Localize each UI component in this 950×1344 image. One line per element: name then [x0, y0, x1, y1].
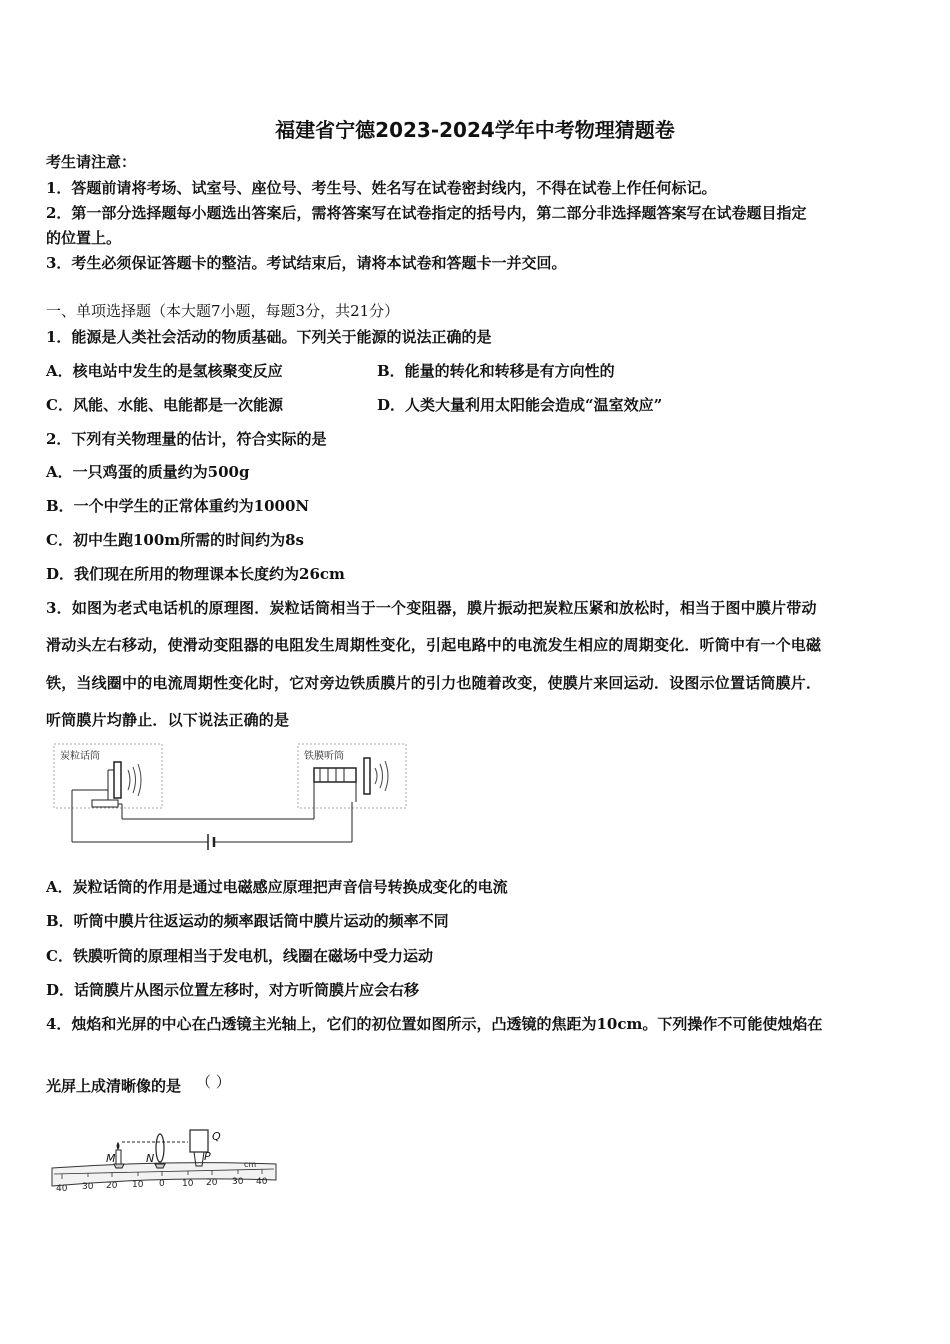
question-3-line: 3．如图为老式电话机的原理图．炭粒话筒相当于一个变阻器，膜片振动把炭粒压紧和放松时，相当于图中膜片带动 — [46, 599, 817, 617]
ruler-tick: 40 — [256, 1177, 268, 1187]
label-q: Q — [212, 1130, 221, 1143]
q2-option-d: D．我们现在所用的物理课本长度约为26cm — [46, 565, 345, 583]
question-4-line: 4．烛焰和光屏的中心在凸透镜主光轴上，它们的初位置如图所示，凸透镜的焦距为10cm。下列操作不可能使烛焰在 — [46, 1015, 823, 1033]
optical-bench-diagram — [48, 1122, 280, 1200]
page-title: 福建省宁德2023-2024学年中考物理猜题卷 — [275, 118, 675, 142]
ruler-tick: 20 — [206, 1178, 218, 1188]
q3-option-c: C．铁膜听筒的原理相当于发电机，线圈在磁场中受力运动 — [46, 947, 433, 965]
screen-icon — [190, 1130, 208, 1152]
label-n: N — [146, 1152, 155, 1165]
notice-item: 的位置上。 — [46, 229, 122, 247]
section-heading: 一、单项选择题（本大题7小题，每题3分，共21分） — [46, 302, 400, 320]
q1-option-d: D．人类大量利用太阳能会造成“温室效应” — [377, 396, 663, 414]
label-p: P — [204, 1150, 211, 1163]
sound-waves-icon — [375, 761, 388, 791]
rheostat — [92, 800, 118, 807]
label-m: M — [106, 1152, 116, 1165]
q1-option-b: B．能量的转化和转移是有方向性的 — [377, 362, 615, 380]
ruler-tick: 40 — [56, 1184, 68, 1194]
q3-option-b: B．听筒中膜片往返运动的频率跟话筒中膜片运动的频率不同 — [46, 912, 449, 930]
ruler-tick: 0 — [159, 1179, 165, 1189]
receiver-label: 铁膜听筒 — [304, 751, 344, 762]
question-4-line: 光屏上成清晰像的是 — [46, 1077, 182, 1095]
notice-item: 2．第一部分选择题每小题选出答案后，需将答案写在试卷指定的括号内，第二部分非选择题答案写在试卷题目指定 — [46, 204, 807, 222]
mic-label: 炭粒话筒 — [60, 751, 100, 762]
ruler-tick: 30 — [82, 1182, 94, 1192]
notice-heading: 考生请注意： — [46, 153, 137, 171]
telephone-circuit-diagram — [52, 742, 412, 854]
q3-option-d: D．话筒膜片从图示位置左移时，对方听筒膜片应会右移 — [46, 981, 420, 999]
q2-option-b: B．一个中学生的正常体重约为1000N — [46, 497, 310, 515]
question-3-line: 铁，当线圈中的电流周期性变化时，它对旁边铁质膜片的引力也随着改变，使膜片来回运动．设图示位置话筒膜片． — [46, 674, 822, 692]
answer-blank[interactable]: （ ） — [196, 1073, 231, 1091]
ruler-tick: 10 — [132, 1180, 144, 1190]
notice-item: 3．考生必须保证答题卡的整洁。考试结束后，请将本试卷和答题卡一并交回。 — [46, 254, 567, 272]
question-1-stem: 1．能源是人类社会活动的物质基础。下列关于能源的说法正确的是 — [46, 328, 492, 346]
unit-label: cm — [244, 1160, 257, 1169]
q3-option-a: A．炭粒话筒的作用是通过电磁感应原理把声音信号转换成变化的电流 — [46, 878, 508, 896]
q2-option-c: C．初中生跑100m所需的时间约为8s — [46, 531, 305, 549]
sound-waves-icon — [128, 764, 141, 796]
receiver-diaphragm — [364, 758, 370, 794]
ruler-tick: 10 — [182, 1179, 194, 1189]
flame-icon — [117, 1142, 120, 1150]
q1-option-a: A．核电站中发生的是氢核聚变反应 — [46, 362, 283, 380]
notice-item: 1．答题前请将考场、试室号、座位号、考生号、姓名写在试卷密封线内，不得在试卷上作任何标记。 — [46, 179, 717, 197]
lens-icon — [156, 1134, 164, 1162]
mic-diaphragm — [114, 762, 121, 798]
q2-option-a: A．一只鸡蛋的质量约为500g — [46, 463, 250, 481]
question-2-stem: 2．下列有关物理量的估计，符合实际的是 — [46, 430, 327, 448]
question-3-line: 滑动头左右移动，使滑动变阻器的电阻发生周期性变化，引起电路中的电流发生相应的周期变化．听筒中有一个电磁 — [46, 636, 822, 654]
ruler-tick: 20 — [106, 1181, 118, 1191]
question-3-line: 听筒膜片均静止．以下说法正确的是 — [46, 711, 290, 729]
candle-icon — [116, 1150, 121, 1164]
q1-option-c: C．风能、水能、电能都是一次能源 — [46, 396, 283, 414]
ruler-tick: 30 — [232, 1177, 244, 1187]
